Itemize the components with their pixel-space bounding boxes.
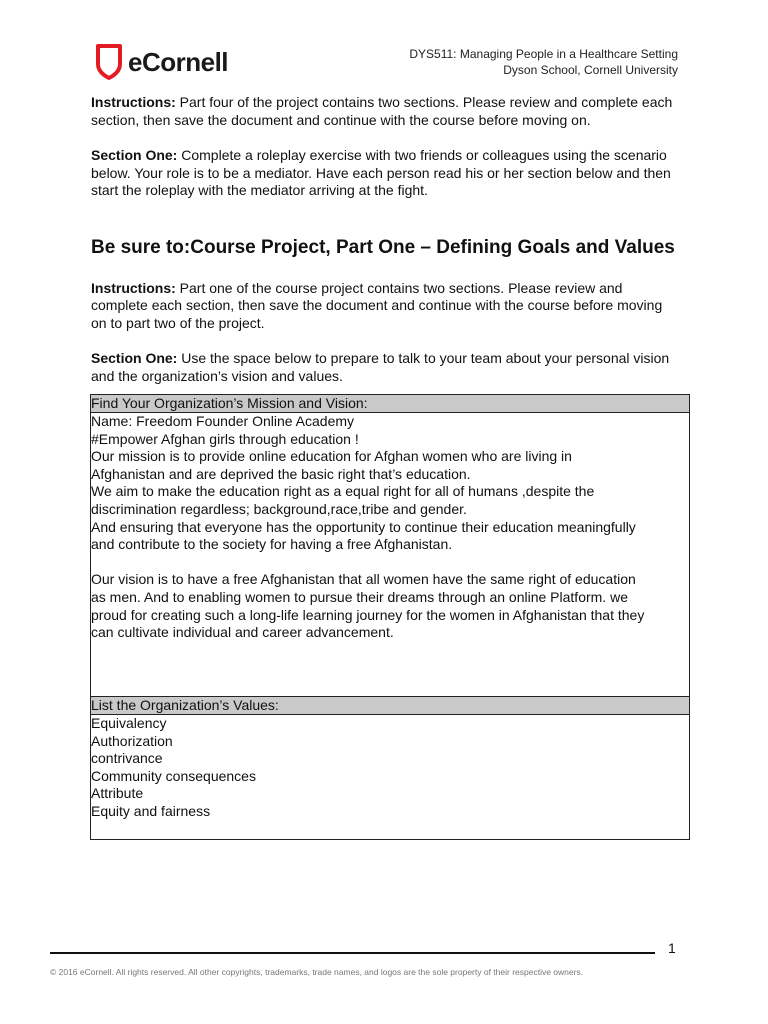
mission-line: Our mission is to provide online education for Afghan women who are living in [91,448,572,465]
ecornell-logo [96,44,228,80]
mission-line: discrimination regardless; background,race,tribe and gender. [91,500,467,517]
instructions-label: Instructions: [91,94,176,110]
mission-line: Name: Freedom Founder Online Academy [91,413,355,429]
section-text: Complete a roleplay exercise with two friends or colleagues using the scenario below. Your role is to be a mediator. Have each person read his or her section below and then start the roleplay with the mediator arriving at the fight. [91,147,671,198]
footer-divider [50,952,655,954]
mission-vision-box [90,394,690,697]
mission-line: Afghanistan and are deprived the basic right that’s education. [91,465,471,482]
blank-line [91,554,689,572]
mission-line: and contribute to the society for having a free Afghanistan. [91,536,453,553]
part-one-instructions [91,280,681,333]
logo-text: eCornell [128,47,229,77]
instructions-label: Instructions: [91,279,176,296]
mission-line: And ensuring that everyone has the opportunity to continue their education meaningfully [91,518,636,535]
value-item: Community consequences [91,767,256,784]
section-label: Section One: [91,147,178,163]
values-box-body[interactable] [91,715,689,839]
document-body [91,94,681,840]
value-item: Equivalency [91,715,167,731]
shield-icon [96,44,122,80]
section-label: Section One: [91,350,178,366]
value-item: Equity and fairness [91,802,211,819]
mission-line: We aim to make the education right as a equal right for all of humans ,despite the [91,483,595,500]
school-name: Dyson School, Cornell University [503,63,678,77]
values-box-title: List the Organization’s Values: [91,697,689,715]
document-header [409,46,678,78]
vision-line: proud for creating such a long-life learning journey for the women in Afghanistan that they [91,606,645,623]
values-box [90,697,690,840]
mission-box-body[interactable] [91,413,689,696]
instructions-text: Part one of the course project contains two sections. Please review and complete each section, then save the document and continue with the course before moving on to part two of the project. [91,279,663,331]
page-number: 1 [668,940,676,956]
copyright-notice: © 2016 eCornell. All rights reserved. All other copyrights, trademarks, trade names, and logos are the sole property of their respective owners. [50,967,584,977]
value-item: Authorization [91,732,173,749]
mission-box-title: Find Your Organization’s Mission and Vision: [91,395,689,413]
mission-line: #Empower Afghan girls through education ! [91,430,359,447]
vision-line: Our vision is to have a free Afghanistan that all women have the same right of education [91,571,636,588]
value-item: contrivance [91,750,163,767]
part-one-section-one [91,350,681,385]
vision-line: can cultivate individual and career advancement. [91,624,394,641]
section-heading: Be sure to:Course Project, Part One – Defining Goals and Values [91,236,675,258]
value-item: Attribute [91,785,144,802]
course-title: DYS511: Managing People in a Healthcare Setting [409,47,678,61]
part-four-section-one [91,147,681,200]
part-four-instructions [91,94,681,129]
instructions-text: Part four of the project contains two sections. Please review and complete each section, then save the document and continue with the course before moving on. [91,94,673,128]
section-text: Use the space below to prepare to talk to your team about your personal vision and the organization’s vision and values. [91,350,670,384]
vision-line: as men. And to enabling women to pursue their dreams through an online Platform. we [91,588,628,605]
